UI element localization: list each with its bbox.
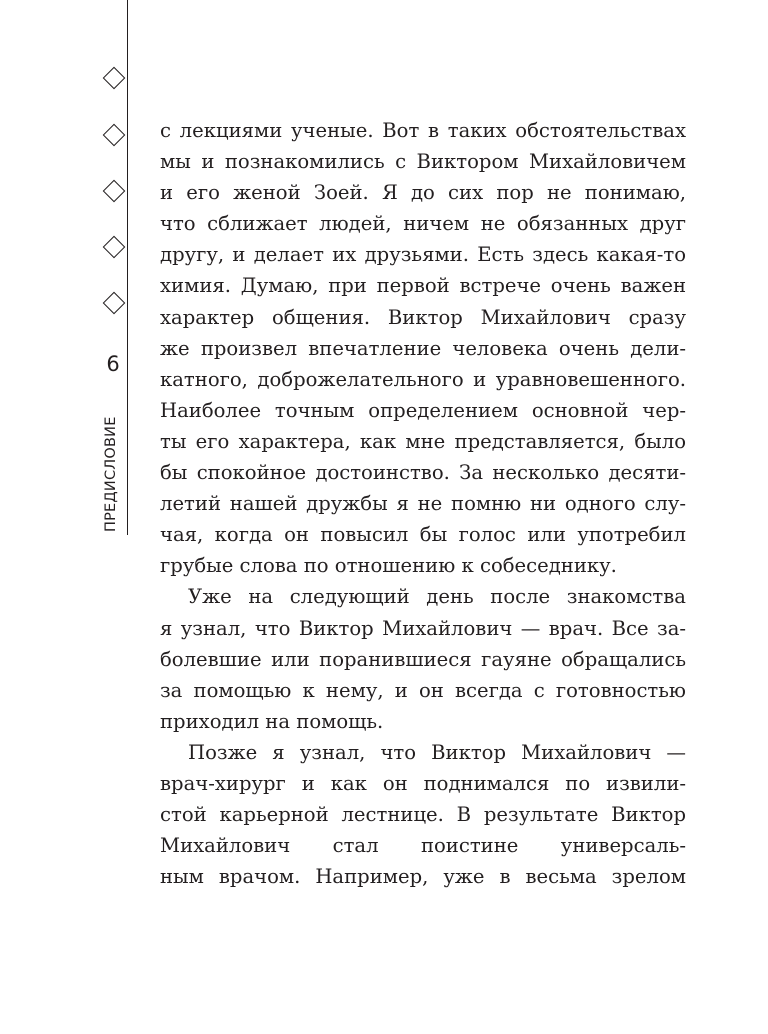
text-line: чая, когда он повысил бы голос или употребил: [160, 523, 686, 547]
diamond-icon: [103, 67, 126, 90]
diamond-icon: [103, 124, 126, 147]
text-line: за помощью к нему, и он всегда с готовностью: [160, 678, 686, 702]
text-line: грубые слова по отношению к собеседнику.: [160, 554, 617, 578]
diamond-icon: [103, 180, 126, 203]
paragraph: [160, 115, 686, 581]
text-line: и его женой Зоей. Я до сих пор не понимаю,: [160, 181, 686, 205]
page-number: 6: [106, 352, 120, 376]
text-line: врач-хирург и как он поднимался по извили-: [160, 771, 686, 795]
text-line: мы и познакомились с Виктором Михайловичем: [160, 150, 686, 174]
text-line: другу, и делает их друзьями. Есть здесь какая-то: [160, 243, 686, 267]
text-line: ты его характера, как мне представляется, было: [160, 429, 686, 453]
text-line: характер общения. Виктор Михайлович сразу: [160, 305, 686, 329]
text-line: катного, доброжелательного и уравновешенного.: [160, 367, 686, 391]
text-line: что сближает людей, ничем не обязанных друг: [160, 212, 686, 236]
text-line: с лекциями ученые. Вот в таких обстоятельствах: [160, 119, 686, 142]
text-line: болевшие или поранившиеся гауяне обращались: [160, 647, 686, 671]
text-line: же произвел впечатление человека очень дели-: [160, 336, 686, 360]
text-line: Михайлович стал поистине универсаль-: [160, 834, 686, 858]
text-line: летий нашей дружбы я не помню ни одного слу-: [160, 492, 686, 516]
text-line: приходил на помощь.: [160, 709, 384, 733]
text-line: Позже я узнал, что Виктор Михайлович —: [188, 740, 686, 764]
section-label: ПРЕДИСЛОВИЕ: [103, 416, 119, 532]
text-line: стой карьерной лестнице. В результате Виктор: [160, 803, 686, 827]
body-text: [160, 115, 686, 892]
text-line: ным врачом. Например, уже в весьма зрелом: [160, 865, 686, 889]
diamond-icon: [103, 236, 126, 259]
text-line: я узнал, что Виктор Михайлович — врач. Все за-: [160, 616, 686, 640]
text-line: бы спокойное достоинство. За несколько десяти-: [160, 461, 686, 485]
diamond-icon: [103, 292, 126, 315]
paragraph: [160, 581, 686, 736]
text-line: Наиболее точным определением основной чер-: [160, 398, 686, 422]
text-line: Уже на следующий день после знакомства: [188, 585, 686, 609]
text-line: химия. Думаю, при первой встрече очень важен: [160, 274, 686, 298]
paragraph: [160, 737, 686, 892]
margin-rule: [127, 0, 128, 535]
